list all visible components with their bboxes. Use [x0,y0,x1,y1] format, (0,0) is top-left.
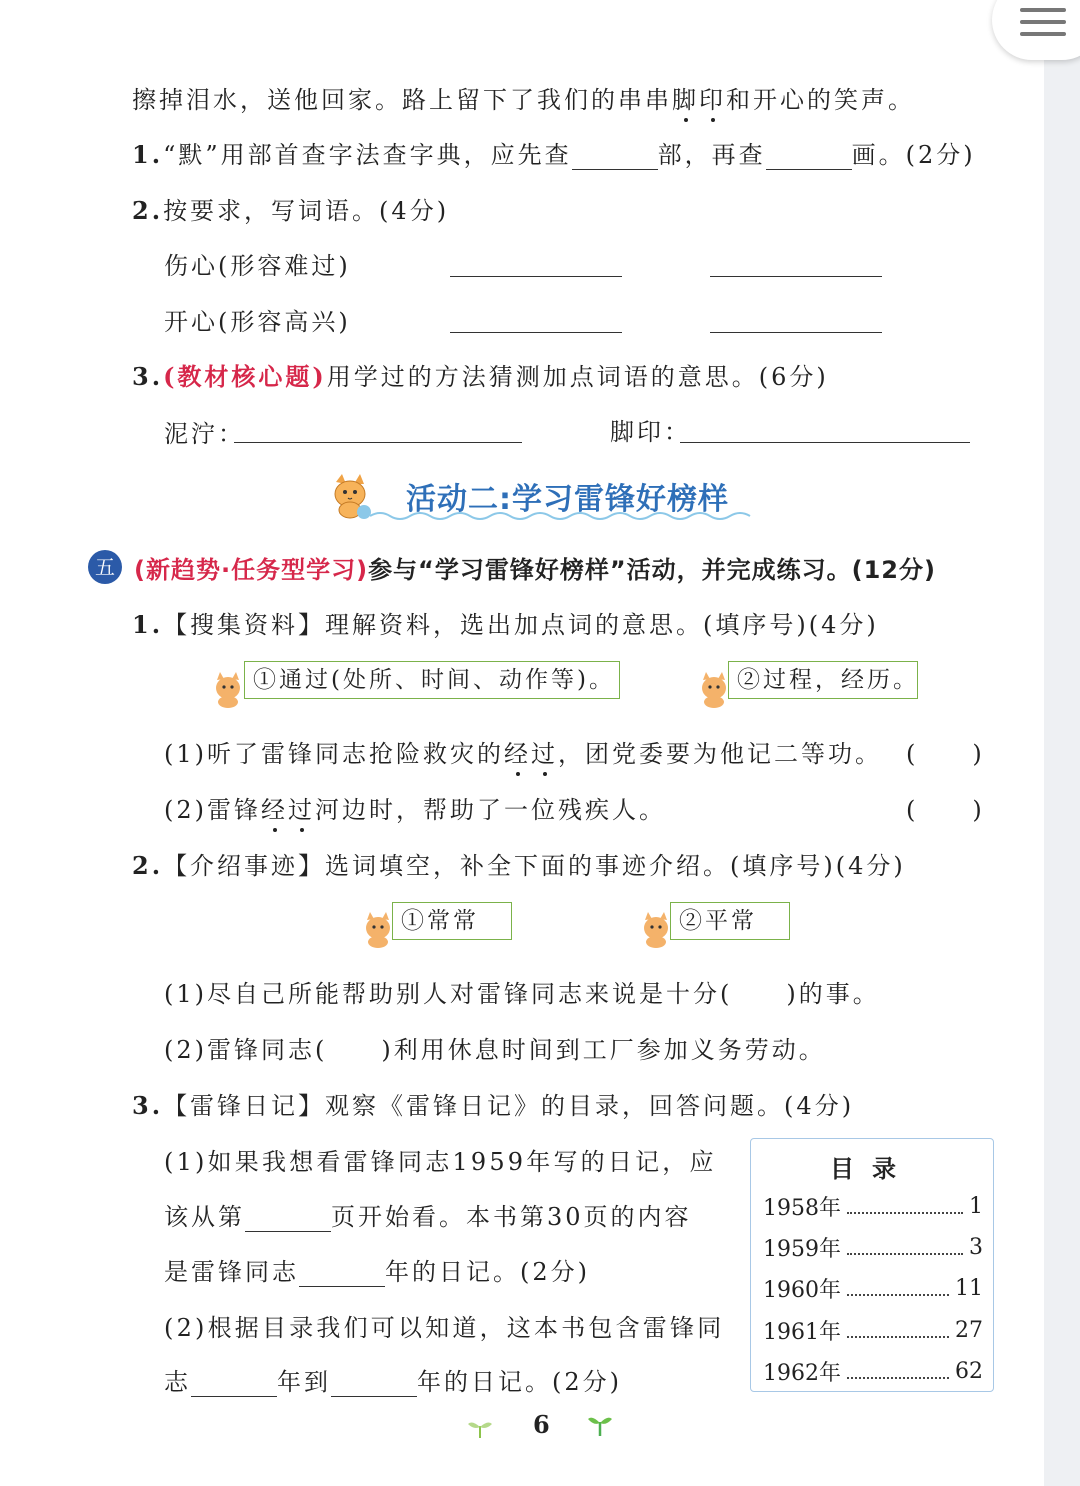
s5-2-sentence-1: (1)尽自己所能帮助别人对雷锋同志来说是十分( )的事。 [164,980,880,1008]
s5-1-sentence-1: (1)听了雷锋同志抢险救灾的经过，团党委要为他记二等功。 [164,740,882,768]
start-year-blank[interactable] [191,1374,277,1397]
sprout-icon [466,1418,494,1438]
footprint-meaning-blank[interactable] [680,442,970,443]
toc-row: 1958年 1 [763,1194,983,1221]
s5-3-line-3: 是雷锋同志 年的日记。(2分) [164,1258,590,1286]
start-page-blank[interactable] [245,1209,331,1232]
page-number: 6 [533,1410,550,1439]
wave-underline [370,508,760,522]
toc-row: 1962年 62 [763,1359,983,1386]
s5-question-3: 3.【雷锋日记】观察《雷锋日记》的目录，回答问题。(4分) [132,1091,855,1120]
s5-3-line-2: 该从第 页开始看。本书第30页的内容 [164,1203,692,1231]
q2-row1-blank-2[interactable] [710,276,882,277]
menu-button[interactable] [992,0,1080,60]
q3-label-footprint: 脚印： [610,418,691,446]
s5-question-2: 2.【介绍事迹】选词填空，补全下面的事迹介绍。(填序号)(4分) [132,851,906,880]
s5-question-1: 1.【搜集资料】理解资料，选出加点词的意思。(填序号)(4分) [132,610,879,639]
answer-paren-2[interactable]: ( ) [906,796,985,824]
page30-year-blank[interactable] [299,1264,385,1287]
end-year-blank[interactable] [331,1374,417,1397]
q3-label-mud: 泥泞： [164,420,245,448]
toc-title: 目录 [830,1154,914,1183]
s5-3-line-4: (2)根据目录我们可以知道，这本书包含雷锋同 [164,1314,725,1342]
strokes-blank[interactable] [766,147,852,170]
q2-row2-blank-1[interactable] [450,332,622,333]
section-5-heading: (新趋势·任务型学习)参与“学习雷锋好榜样”活动，并完成练习。(12分) [134,556,936,584]
question-3: 3.(教材核心题)用学过的方法猜测加点词语的意思。(6分) [132,362,829,391]
option-2-box: ②过程，经历。 [728,661,918,699]
menu-icon [1020,8,1066,12]
activity-title: 活动二:学习雷锋好榜样 [406,482,729,517]
s5-1-sentence-2: (2)雷锋经过河边时，帮助了一位残疾人。 [164,796,666,824]
cat-icon [208,670,248,710]
toc-row: 1959年 3 [763,1235,983,1262]
q2-row1-blank-1[interactable] [450,276,622,277]
question-1: 1.“默”用部首查字法查字典，应先查 部，再查 画。(2分) [132,140,976,169]
passage-end-line: 擦掉泪水，送他回家。路上留下了我们的串串脚印和开心的笑声。 [132,86,915,114]
answer-paren-1[interactable]: ( ) [906,740,985,768]
word-option-2: ②平常 [670,902,790,940]
mud-meaning-blank[interactable] [234,442,522,443]
option-1-box: ①通过(处所、时间、动作等)。 [244,661,620,699]
question-2: 2.按要求，写词语。(4分) [132,196,450,225]
s5-3-line-1: (1)如果我想看雷锋同志1959年写的日记，应 [164,1148,717,1176]
toc-row: 1961年 27 [763,1318,983,1345]
section-badge: 五 [88,550,122,584]
kitten-icon [326,472,374,520]
s5-2-sentence-2: (2)雷锋同志( )利用休息时间到工厂参加义务劳动。 [164,1036,826,1064]
q2-row2-blank-2[interactable] [710,332,882,333]
radical-blank[interactable] [572,147,658,170]
word-option-1: ①常常 [392,902,512,940]
sprout-icon [586,1414,614,1436]
s5-3-line-5: 志 年到 年的日记。(2分) [164,1368,622,1396]
q2-row-1-label: 伤心(形容难过) [164,252,351,280]
diary-table-of-contents [750,1138,994,1392]
toc-row: 1960年 11 [763,1276,983,1303]
q2-row-2-label: 开心(形容高兴) [164,308,351,336]
